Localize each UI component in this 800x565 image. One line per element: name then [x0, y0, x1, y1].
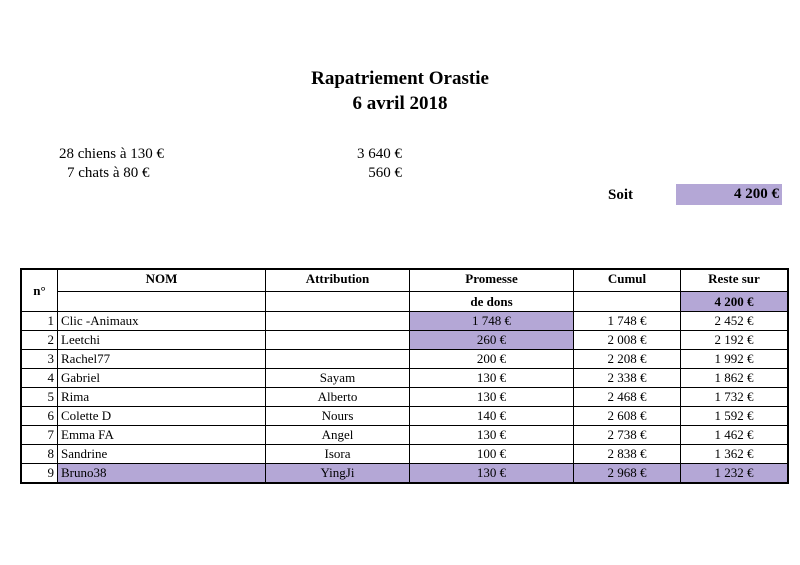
- cell-promesse: 260 €: [410, 331, 574, 350]
- table-row: [21, 312, 788, 331]
- summary-value-dogs: 3 640 €: [357, 146, 402, 162]
- cell-cumul: 2 008 €: [574, 331, 681, 350]
- cell-nom: Clic -Animaux: [58, 312, 266, 331]
- table-row: [21, 426, 788, 445]
- cell-attribution: [266, 331, 410, 350]
- document-title: Rapatriement Orastie: [311, 68, 489, 89]
- cell-cumul: 2 338 €: [574, 369, 681, 388]
- cell-attribution: [266, 350, 410, 369]
- cell-cumul: 1 748 €: [574, 312, 681, 331]
- header-nom: NOM: [58, 269, 266, 292]
- table-row: [21, 445, 788, 464]
- cell-nom: Bruno38: [58, 464, 266, 484]
- document-date: 6 avril 2018: [352, 93, 448, 114]
- header-attribution-sub: [266, 292, 410, 312]
- cell-n: 2: [21, 331, 58, 350]
- cell-n: 7: [21, 426, 58, 445]
- summary-label-cats: 7 chats à 80 €: [67, 165, 150, 181]
- cell-attribution: Nours: [266, 407, 410, 426]
- cell-n: 1: [21, 312, 58, 331]
- cell-cumul: 2 208 €: [574, 350, 681, 369]
- cell-promesse: 130 €: [410, 369, 574, 388]
- cell-promesse: 130 €: [410, 464, 574, 484]
- cell-attribution: [266, 312, 410, 331]
- cell-n: 5: [21, 388, 58, 407]
- cell-promesse: 100 €: [410, 445, 574, 464]
- cell-promesse: 200 €: [410, 350, 574, 369]
- header-attribution: Attribution: [266, 269, 410, 292]
- cell-cumul: 2 738 €: [574, 426, 681, 445]
- cell-reste: 1 232 €: [681, 464, 789, 484]
- cell-cumul: 2 838 €: [574, 445, 681, 464]
- cell-reste: 2 192 €: [681, 331, 789, 350]
- table-row: [21, 388, 788, 407]
- header-reste: Reste sur: [681, 269, 789, 292]
- table-row: [21, 369, 788, 388]
- cell-n: 3: [21, 350, 58, 369]
- cell-reste: 1 732 €: [681, 388, 789, 407]
- header-promesse-sub: de dons: [410, 292, 574, 312]
- cell-n: 9: [21, 464, 58, 484]
- table-row: [21, 407, 788, 426]
- cell-reste: 1 992 €: [681, 350, 789, 369]
- cell-cumul: 2 968 €: [574, 464, 681, 484]
- cell-nom: Gabriel: [58, 369, 266, 388]
- cell-nom: Sandrine: [58, 445, 266, 464]
- header-cumul: Cumul: [574, 269, 681, 292]
- cell-nom: Colette D: [58, 407, 266, 426]
- cell-n: 4: [21, 369, 58, 388]
- cell-reste: 1 862 €: [681, 369, 789, 388]
- header-reste-total: 4 200 €: [681, 292, 789, 312]
- cell-reste: 2 452 €: [681, 312, 789, 331]
- total-label: Soit: [608, 187, 634, 203]
- table-row: [21, 331, 788, 350]
- cell-attribution: Angel: [266, 426, 410, 445]
- cell-nom: Emma FA: [58, 426, 266, 445]
- table-row: [21, 350, 788, 369]
- cell-cumul: 2 468 €: [574, 388, 681, 407]
- cell-attribution: Sayam: [266, 369, 410, 388]
- cell-nom: Rachel77: [58, 350, 266, 369]
- summary-value-cats: 560 €: [368, 165, 402, 181]
- table-row: [21, 464, 788, 484]
- cell-reste: 1 462 €: [681, 426, 789, 445]
- cell-cumul: 2 608 €: [574, 407, 681, 426]
- header-nom-sub: [58, 292, 266, 312]
- cell-reste: 1 592 €: [681, 407, 789, 426]
- header-promesse: Promesse: [410, 269, 574, 292]
- summary-label-dogs: 28 chiens à 130 €: [59, 146, 164, 162]
- cell-reste: 1 362 €: [681, 445, 789, 464]
- cell-attribution: Isora: [266, 445, 410, 464]
- cell-n: 6: [21, 407, 58, 426]
- cell-promesse: 130 €: [410, 426, 574, 445]
- cell-attribution: YingJi: [266, 464, 410, 484]
- cell-promesse: 1 748 €: [410, 312, 574, 331]
- cell-nom: Rima: [58, 388, 266, 407]
- header-n: n°: [21, 269, 58, 312]
- cell-promesse: 130 €: [410, 388, 574, 407]
- cell-nom: Leetchi: [58, 331, 266, 350]
- total-value: 4 200 €: [676, 184, 782, 205]
- cell-attribution: Alberto: [266, 388, 410, 407]
- header-cumul-sub: [574, 292, 681, 312]
- cell-promesse: 140 €: [410, 407, 574, 426]
- donations-table: [20, 268, 789, 484]
- cell-n: 8: [21, 445, 58, 464]
